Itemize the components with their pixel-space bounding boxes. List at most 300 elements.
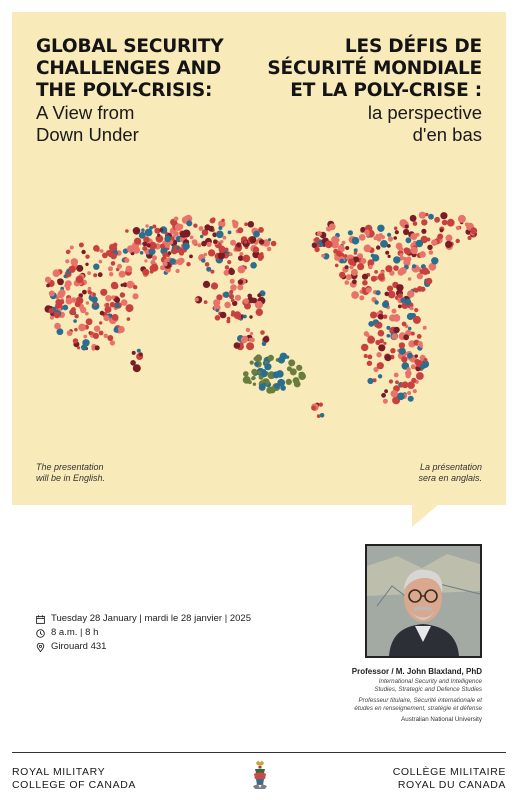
map-dot (159, 228, 163, 232)
map-dot (164, 235, 171, 242)
map-dot (253, 383, 256, 386)
map-dot (393, 236, 397, 240)
map-dot (206, 267, 211, 272)
map-dot (111, 253, 117, 259)
map-dot (54, 312, 61, 319)
map-dot (336, 251, 342, 257)
map-dot (456, 226, 460, 230)
map-dot (111, 261, 116, 266)
map-dot (243, 315, 247, 319)
rmc-crest-icon (251, 760, 269, 790)
map-dot (253, 247, 259, 253)
map-dot (124, 258, 129, 263)
map-dot (104, 315, 110, 321)
title-french (267, 36, 482, 146)
map-dot (380, 240, 388, 248)
footer-line: COLLEGE OF CANADA (12, 779, 136, 791)
map-dot (271, 241, 277, 247)
map-dot (250, 361, 254, 365)
map-dot (110, 340, 115, 345)
map-dot (314, 247, 319, 252)
event-time-row (36, 626, 251, 640)
map-dot (78, 324, 86, 332)
footer-line: ROYAL DU CANADA (397, 779, 506, 791)
map-dot (253, 231, 260, 238)
map-dot (376, 352, 381, 357)
speech-bubble-tail (412, 505, 438, 527)
map-dot (49, 291, 55, 297)
map-dot (288, 359, 295, 366)
map-dot (320, 413, 325, 418)
map-dot (133, 364, 141, 372)
map-dot (381, 393, 386, 398)
map-dot (311, 406, 316, 411)
map-dot (132, 293, 138, 299)
map-dot (367, 361, 372, 366)
map-dot (388, 291, 396, 299)
map-dot (186, 220, 192, 226)
map-dot (395, 380, 399, 384)
map-dot (99, 331, 104, 336)
calendar-icon (36, 615, 45, 624)
map-dot (65, 280, 72, 287)
map-dot (127, 317, 131, 321)
map-dot (426, 270, 430, 274)
title-fr-line: ET LA POLY-CRISE : (290, 80, 482, 101)
map-dot (140, 251, 144, 255)
map-dot (141, 228, 144, 231)
map-dot (368, 265, 373, 270)
map-dot (70, 246, 74, 250)
map-dot (345, 246, 349, 250)
map-dot (407, 381, 415, 389)
map-dot (346, 274, 352, 280)
note-line: La présentation (419, 462, 482, 472)
map-dot (225, 265, 229, 269)
map-dot (132, 351, 136, 355)
map-dot (59, 289, 66, 296)
map-dot (261, 370, 268, 377)
map-dot (391, 333, 397, 339)
map-dot (366, 233, 370, 237)
map-dot (154, 228, 160, 234)
map-dot (345, 265, 349, 269)
map-dot (362, 274, 368, 280)
map-dot (67, 330, 73, 336)
subtitle-fr-line: la perspective (367, 102, 482, 123)
map-dot (264, 363, 271, 370)
map-dot (431, 239, 437, 245)
map-dot (397, 393, 405, 401)
map-dot (352, 279, 357, 284)
map-dot (273, 372, 276, 375)
map-dot (259, 239, 264, 244)
map-dot (249, 338, 253, 342)
map-dot (230, 240, 236, 246)
map-dot (382, 301, 389, 308)
map-dot (139, 352, 143, 356)
map-dot (399, 342, 405, 348)
map-dot (319, 403, 323, 407)
map-dot (286, 379, 292, 385)
map-dot (396, 243, 403, 250)
map-dot (88, 287, 92, 291)
map-dot (62, 305, 68, 311)
map-dot (145, 224, 148, 227)
map-dot (420, 364, 425, 369)
map-dot (413, 389, 417, 393)
location-pin-icon (36, 643, 45, 652)
map-dot (374, 300, 378, 304)
map-dot (75, 301, 81, 307)
map-dot (342, 241, 346, 245)
clock-icon (36, 629, 45, 638)
map-dot (384, 389, 388, 393)
map-dot (221, 219, 224, 222)
map-dot (69, 266, 76, 273)
map-dot (248, 221, 255, 228)
map-dot (403, 334, 409, 340)
map-dot (249, 315, 252, 318)
note-line: sera en anglais. (418, 473, 482, 483)
map-dot (431, 257, 438, 264)
map-dot (364, 245, 372, 253)
map-dot (236, 242, 241, 247)
map-dot (223, 236, 227, 240)
map-dot (79, 243, 84, 248)
map-dot (349, 265, 353, 269)
map-dot (357, 263, 364, 270)
map-dot (364, 354, 368, 358)
map-dot (392, 309, 397, 314)
map-dot (372, 254, 379, 261)
map-dot (77, 346, 80, 349)
map-dot (65, 259, 69, 263)
map-dot (335, 264, 339, 268)
map-dot (410, 215, 417, 222)
map-dot (216, 309, 219, 312)
map-dot (381, 235, 385, 239)
map-dot (174, 217, 179, 222)
map-dot (87, 271, 91, 275)
map-dot (239, 252, 243, 256)
title-en-line: GLOBAL SECURITY (36, 36, 224, 57)
map-dot (238, 279, 243, 284)
map-dot (224, 302, 231, 309)
map-dot (458, 215, 466, 223)
map-dot (74, 328, 78, 332)
map-dot (244, 240, 247, 243)
map-dot (410, 247, 417, 254)
map-dot (413, 316, 421, 324)
map-dot (348, 259, 355, 266)
map-dot (215, 315, 221, 321)
map-dot (376, 290, 381, 295)
map-dot (243, 298, 249, 304)
map-dot (162, 252, 167, 257)
map-dot (416, 240, 424, 248)
map-dot (407, 367, 411, 371)
map-dot (417, 334, 422, 339)
map-dot (262, 342, 267, 347)
event-date-row (36, 612, 251, 626)
map-dot (218, 226, 222, 230)
map-dot (250, 262, 257, 269)
map-dot (204, 300, 208, 304)
map-dot (193, 224, 197, 228)
map-dot (216, 231, 224, 239)
map-dot (208, 249, 215, 256)
map-dot (384, 354, 391, 361)
map-dot (195, 298, 199, 302)
map-dot (419, 212, 426, 219)
map-dot (415, 354, 418, 357)
map-dot (133, 285, 137, 289)
map-dot (126, 266, 133, 273)
map-dot (204, 224, 210, 230)
map-dot (280, 353, 287, 360)
map-dot (49, 308, 54, 313)
map-dot (408, 327, 412, 331)
map-dot (80, 307, 86, 313)
map-dot (403, 257, 407, 261)
map-dot (414, 308, 418, 312)
map-dot (345, 280, 350, 285)
map-dot (351, 269, 358, 276)
map-dot (395, 230, 399, 234)
map-dot (393, 256, 400, 263)
map-dot (238, 266, 246, 274)
map-dot (378, 374, 382, 378)
map-dot (180, 231, 187, 238)
map-dot (377, 362, 384, 369)
map-dot (360, 258, 366, 264)
footer-line: ROYAL MILITARY (12, 766, 106, 778)
map-dot (114, 297, 120, 303)
map-dot (394, 373, 399, 378)
map-dot (200, 235, 203, 238)
map-dot (233, 223, 239, 229)
map-dot (364, 331, 369, 336)
map-dot (299, 372, 305, 378)
subtitle-en-line: A View from (36, 102, 135, 123)
map-dot (352, 237, 360, 245)
map-dot (210, 270, 214, 274)
map-dot (290, 368, 297, 375)
map-dot (470, 227, 477, 234)
map-dot (266, 387, 273, 394)
title-fr-line: SÉCURITÉ MONDIALE (267, 58, 482, 79)
speaker-photo (365, 544, 482, 658)
map-dot (94, 303, 98, 307)
map-dot (95, 345, 100, 350)
map-dot (407, 391, 411, 395)
note-line: The presentation (36, 462, 104, 472)
map-dot (112, 314, 119, 321)
map-dot (50, 316, 54, 320)
map-dot (414, 289, 418, 293)
map-dot (105, 295, 112, 302)
map-dot (411, 364, 416, 369)
map-dot (368, 355, 373, 360)
event-location-row (36, 640, 251, 654)
map-dot (109, 272, 113, 276)
map-dot (160, 244, 165, 249)
language-note-fr (418, 462, 482, 484)
map-dot (447, 219, 455, 227)
map-dot (76, 276, 84, 284)
map-dot (401, 356, 407, 362)
map-dot (427, 245, 432, 250)
map-dot (423, 326, 427, 330)
map-dot (404, 248, 411, 255)
map-dot (83, 335, 87, 339)
map-dot (99, 260, 103, 264)
map-dot (385, 251, 389, 255)
map-dot (134, 238, 141, 245)
map-dot (376, 245, 380, 249)
map-dot (113, 243, 117, 247)
map-dot (91, 296, 98, 303)
map-dot (243, 255, 251, 263)
map-dot (230, 284, 237, 291)
note-line: will be in English. (36, 473, 106, 483)
map-dot (260, 330, 265, 335)
map-dot (403, 229, 409, 235)
map-dot (142, 269, 149, 276)
map-dot (421, 229, 426, 234)
map-dot (277, 379, 285, 387)
map-dot (241, 336, 248, 343)
map-dot (229, 252, 233, 256)
map-dot (389, 379, 393, 383)
map-dot (108, 266, 113, 271)
map-dot (92, 293, 96, 297)
map-dot (211, 217, 215, 221)
map-dot (176, 269, 180, 273)
map-dot (58, 308, 61, 311)
map-dot (230, 268, 233, 271)
map-dot (467, 236, 471, 240)
map-dot (152, 225, 156, 229)
map-dot (211, 282, 218, 289)
map-dot (169, 258, 176, 265)
map-dot (385, 292, 390, 297)
map-dot (359, 234, 366, 241)
map-dot (143, 242, 148, 247)
map-dot (157, 234, 160, 237)
map-dot (81, 250, 85, 254)
map-dot (120, 292, 125, 297)
map-dot (399, 267, 406, 274)
map-dot (237, 227, 243, 233)
map-dot (252, 376, 256, 380)
map-dot (361, 344, 368, 351)
map-dot (429, 250, 434, 255)
map-dot (110, 302, 116, 308)
map-dot (244, 222, 248, 226)
map-dot (378, 330, 385, 337)
speaker-role-fr: Professeur titulaire, Sécurité internationale et (358, 697, 482, 704)
map-dot (426, 278, 433, 285)
map-dot (66, 298, 73, 305)
map-dot (201, 258, 205, 262)
map-dot (90, 331, 94, 335)
map-dot (176, 246, 179, 249)
map-dot (220, 240, 223, 243)
map-dot (203, 281, 210, 288)
map-dot (93, 273, 97, 277)
map-dot (456, 239, 460, 243)
map-dot (73, 338, 78, 343)
map-dot (142, 246, 147, 251)
map-dot (98, 272, 103, 277)
map-dot (348, 230, 353, 235)
map-dot (268, 238, 271, 241)
map-dot (144, 259, 147, 262)
map-dot (387, 334, 391, 338)
map-dot (54, 323, 61, 330)
map-dot (387, 233, 391, 237)
map-dot (367, 378, 373, 384)
map-dot (82, 290, 87, 295)
map-dot (388, 236, 393, 241)
map-dot (389, 314, 396, 321)
event-details (36, 612, 251, 654)
map-dot (410, 306, 414, 310)
speaker-info (352, 666, 482, 725)
map-dot (55, 299, 61, 305)
map-dot (85, 263, 88, 266)
map-dot (199, 226, 204, 231)
map-dot (408, 277, 411, 280)
map-dot (94, 326, 100, 332)
map-dot (325, 240, 333, 248)
map-dot (351, 291, 359, 299)
map-dot (205, 262, 210, 267)
map-dot (74, 314, 78, 318)
map-dot (391, 390, 398, 397)
map-dot (335, 238, 340, 243)
map-dot (73, 319, 77, 323)
map-dot (235, 295, 241, 301)
map-dot (119, 271, 126, 278)
map-dot (133, 227, 141, 235)
map-dot (117, 264, 122, 269)
map-dot (233, 311, 241, 319)
map-dot (232, 220, 235, 223)
speaker-role-en: Studies, Strategic and Defence Studies (374, 686, 482, 693)
map-dot (53, 269, 61, 277)
map-dot (359, 295, 364, 300)
map-dot (104, 334, 108, 338)
map-dot (219, 246, 226, 253)
map-dot (446, 235, 453, 242)
map-dot (293, 377, 300, 384)
map-dot (371, 276, 377, 282)
event-date: Tuesday 28 January | mardi le 28 janvier | 2025 (51, 613, 251, 624)
map-dot (393, 327, 399, 333)
map-dot (410, 233, 417, 240)
map-dot (354, 251, 357, 254)
title-english (36, 36, 223, 146)
map-dot (99, 321, 102, 324)
map-dot (396, 284, 403, 291)
title-en-line: THE POLY-CRISIS: (36, 80, 213, 101)
map-dot (177, 224, 183, 230)
map-dot (412, 264, 416, 268)
map-dot (220, 312, 227, 319)
